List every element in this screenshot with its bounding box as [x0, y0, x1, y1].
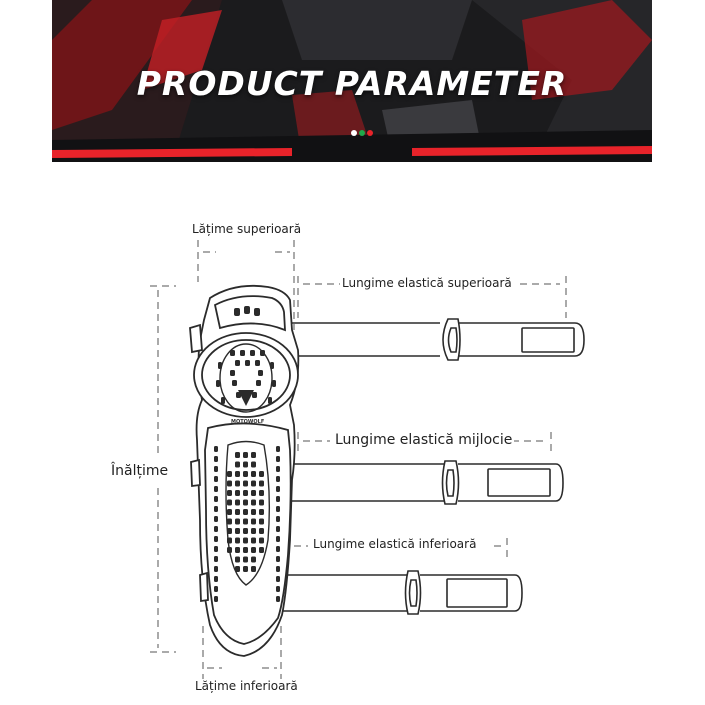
- label-bottom-width: Lățime inferioară: [195, 679, 298, 693]
- knee-guard-body: [190, 286, 298, 656]
- elastic-straps: [282, 319, 584, 614]
- banner-dot-red: [367, 130, 373, 136]
- label-upper-strap-length: Lungime elastică superioară: [342, 276, 512, 290]
- header-banner: [52, 0, 652, 162]
- banner-dot-green: [359, 130, 365, 136]
- label-lower-strap-length: Lungime elastică inferioară: [313, 537, 477, 551]
- label-height: Înălțime: [111, 463, 169, 479]
- label-middle-strap-length: Lungime elastică mijlocie: [335, 432, 513, 448]
- banner-dot-white: [351, 130, 357, 136]
- label-top-width: Lățime superioară: [192, 222, 302, 236]
- banner-title: PRODUCT PARAMETER: [136, 64, 568, 103]
- brand-mark: MOTOWOLF: [231, 419, 265, 425]
